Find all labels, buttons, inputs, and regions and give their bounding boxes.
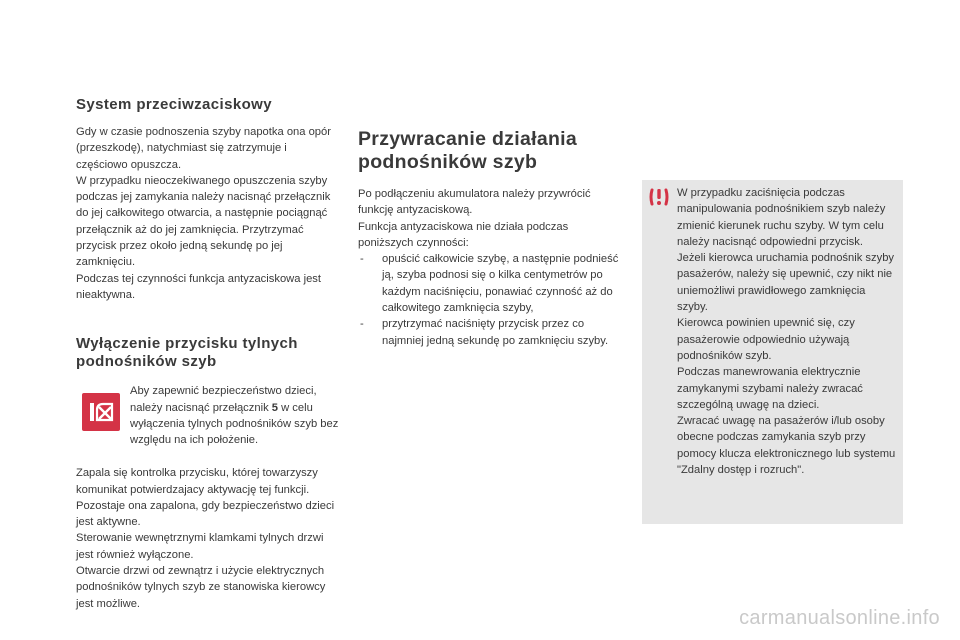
restore-title: Przywracanie działania podnośników szyb (358, 128, 578, 173)
restore-steps (358, 251, 622, 349)
child-lock-text-b: w celu wyłączenia tylnych podnośników szyb bez względu na ich położenie. (130, 401, 339, 447)
child-lock-text-a: Aby zapewnić bezpieczeństwo dzieci, należy nacisnąć przełącznik (130, 385, 317, 414)
warning-para-3: Kierowca powinien upewnić się, czy pasażerowie odpowiednio używają podnośników szyb. (677, 317, 855, 362)
restore-para-2: Funkcja antyzaciskowa nie działa podczas poniższych czynności: (358, 220, 569, 249)
warning-para-1: W przypadku zaciśnięcia podczas manipulowania podnośnikiem szyb należy zmienić kierunek ruchu szyby. W tym celu należy nacisnąć odpowiedni przycisk. (677, 187, 886, 248)
middle-column (358, 128, 622, 349)
warning-box (642, 180, 903, 524)
outside-opening-para: Otwarcie drzwi od zewnątrz i użycie elektrycznych podnośników tylnych szyb ze stanowiska kierowcy jest możliwe. (76, 565, 326, 610)
indicator-para: Zapala się kontrolka przycisku, której towarzyszy komunikat potwierdzajacy aktywację tej funkcji. Pozostaje ona zapalona, gdy bezpieczeństwo dzieci jest aktywne. (76, 467, 335, 529)
warning-para-4: Podczas manewrowania elektrycznie zamykanymi szybami należy zwracać szczególną uwagę na dzieci. (677, 366, 863, 411)
handles-para: Sterowanie wewnętrznymi klamkami tylnych drzwi jest również wyłączone. (76, 532, 324, 561)
anti-pinch-title: System przeciwzaciskowy (76, 96, 272, 113)
restore-para-1: Po podłączeniu akumulatora należy przywrócić funkcję antyzaciskową. (358, 188, 591, 217)
list-item-text: przytrzymać naciśnięty przycisk przez co najmniej jedną sekundę po zamknięciu szyby. (382, 318, 609, 347)
anti-pinch-para-3: Podczas tej czynności funkcja antyzaciskowa jest nieaktywna. (76, 272, 321, 301)
list-dash: - (360, 318, 364, 331)
list-item (358, 316, 622, 349)
child-lock-window-icon (82, 393, 120, 431)
list-item (358, 251, 622, 316)
warning-text (677, 185, 899, 478)
warning-para-5: Zwracać uwagę na pasażerów i/lub osoby obecne podczas zamykania szyb przy pomocy klucza elektronicznego lub systemu "Zdalny dostęp i rozruch". (677, 415, 896, 477)
warning-exclamation-icon (648, 186, 670, 208)
left-column (76, 96, 338, 612)
child-lock-instruction (76, 383, 338, 455)
list-item-text: opuścić całkowicie szybę, a następnie podnieść ją, szyba podnosi się o kilka centymetrów po każdym naciśnięciu, ponawiać czynność aż do całkowitego zamknięcia szyby, (382, 253, 619, 315)
warning-para-2: Jeżeli kierowca uruchamia podnośnik szyby pasażerów, należy się upewnić, czy nikt nie uniemożliwi prawidłowego zamknięcia szyby. (677, 252, 895, 314)
child-lock-text (130, 383, 340, 448)
switch-number: 5 (271, 401, 279, 414)
watermark: carmanualsonline.info (739, 607, 940, 629)
anti-pinch-para-2: W przypadku nieoczekiwanego opuszczenia szyby podczas jej zamykania należy nacisnąć przełącznik do jej całkowitego otwarcia, a następnie pociągnąć przełącznik aż do jej zamknięcia. Przytrzymać przycisk przez około jedną sekundę po jej zamknięciu. (76, 174, 331, 269)
anti-pinch-para-1: Gdy w czasie podnoszenia szyby napotka ona opór (przeszkodę), natychmiast się zatrzymuje i częściowo opuszcza. (76, 126, 331, 171)
rear-windows-disable-title: Wyłączenie przycisku tylnych podnośników szyb (76, 335, 298, 371)
list-dash: - (360, 253, 364, 266)
